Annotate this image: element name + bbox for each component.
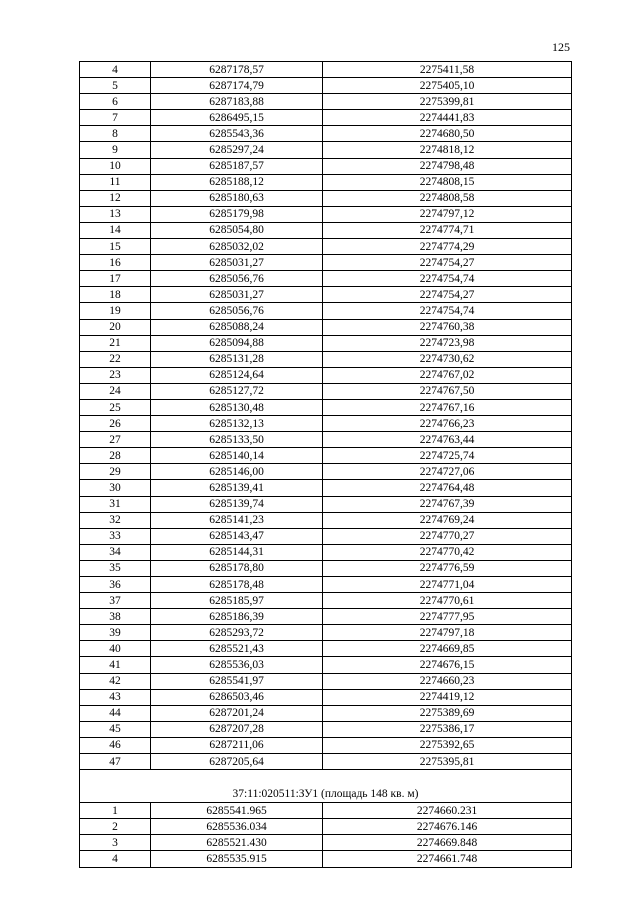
point-number-cell: 4 (80, 62, 151, 78)
y-coordinate-cell: 2274725,74 (323, 448, 572, 464)
x-coordinate-cell: 6285130,48 (151, 399, 323, 415)
x-coordinate-cell: 6285031,27 (151, 287, 323, 303)
x-coordinate-cell: 6285139,41 (151, 480, 323, 496)
point-number-cell: 3 (80, 835, 151, 851)
y-coordinate-cell: 2274764,48 (323, 480, 572, 496)
point-number-cell: 7 (80, 110, 151, 126)
x-coordinate-cell: 6285132,13 (151, 416, 323, 432)
table-row (80, 528, 572, 544)
y-coordinate-cell: 2274419,12 (323, 689, 572, 705)
x-coordinate-cell: 6285188,12 (151, 174, 323, 190)
table-row (80, 480, 572, 496)
table-row (80, 705, 572, 721)
point-number-cell: 43 (80, 689, 151, 705)
point-number-cell: 45 (80, 721, 151, 737)
y-coordinate-cell: 2275399,81 (323, 94, 572, 110)
x-coordinate-cell: 6285178,48 (151, 577, 323, 593)
y-coordinate-cell: 2274771,04 (323, 577, 572, 593)
point-number-cell: 8 (80, 126, 151, 142)
x-coordinate-cell: 6285543,36 (151, 126, 323, 142)
table-row (80, 737, 572, 753)
table-row (80, 689, 572, 705)
table-row (80, 819, 572, 835)
x-coordinate-cell: 6287178,57 (151, 62, 323, 78)
y-coordinate-cell: 2274669,85 (323, 641, 572, 657)
x-coordinate-cell: 6285140,14 (151, 448, 323, 464)
table-row (80, 383, 572, 399)
table-row (80, 94, 572, 110)
y-coordinate-cell: 2274769,24 (323, 512, 572, 528)
x-coordinate-cell: 6285054,80 (151, 222, 323, 238)
x-coordinate-cell: 6287174,79 (151, 78, 323, 94)
y-coordinate-cell: 2274661.748 (323, 851, 572, 867)
y-coordinate-cell: 2274676.146 (323, 819, 572, 835)
y-coordinate-cell: 2274767,16 (323, 399, 572, 415)
y-coordinate-cell: 2274723,98 (323, 335, 572, 351)
y-coordinate-cell: 2274774,29 (323, 239, 572, 255)
x-coordinate-cell: 6286503,46 (151, 689, 323, 705)
y-coordinate-cell: 2274680,50 (323, 126, 572, 142)
point-number-cell: 26 (80, 416, 151, 432)
y-coordinate-cell: 2274730,62 (323, 351, 572, 367)
x-coordinate-cell: 6285180,63 (151, 190, 323, 206)
point-number-cell: 39 (80, 625, 151, 641)
table-row (80, 319, 572, 335)
x-coordinate-cell: 6285521,43 (151, 641, 323, 657)
table-row (80, 577, 572, 593)
x-coordinate-cell: 6285187,57 (151, 158, 323, 174)
y-coordinate-cell: 2274770,42 (323, 544, 572, 560)
y-coordinate-cell: 2275405,10 (323, 78, 572, 94)
x-coordinate-cell: 6287201,24 (151, 705, 323, 721)
y-coordinate-cell: 2275386,17 (323, 721, 572, 737)
point-number-cell: 33 (80, 528, 151, 544)
table-row (80, 62, 572, 78)
y-coordinate-cell: 2274754,74 (323, 271, 572, 287)
x-coordinate-cell: 6285031,27 (151, 255, 323, 271)
x-coordinate-cell: 6286495,15 (151, 110, 323, 126)
point-number-cell: 35 (80, 560, 151, 576)
table-row (80, 593, 572, 609)
x-coordinate-cell: 6285088,24 (151, 319, 323, 335)
section-heading: 37:11:020511:ЗУ1 (площадь 148 кв. м) (80, 770, 572, 803)
y-coordinate-cell: 2274754,74 (323, 303, 572, 319)
point-number-cell: 5 (80, 78, 151, 94)
table-row (80, 158, 572, 174)
x-coordinate-cell: 6285541,97 (151, 673, 323, 689)
point-number-cell: 27 (80, 432, 151, 448)
point-number-cell: 10 (80, 158, 151, 174)
y-coordinate-cell: 2274770,61 (323, 593, 572, 609)
point-number-cell: 47 (80, 754, 151, 770)
x-coordinate-cell: 6285094,88 (151, 335, 323, 351)
y-coordinate-cell: 2274727,06 (323, 464, 572, 480)
point-number-cell: 24 (80, 383, 151, 399)
table-row (80, 110, 572, 126)
point-number-cell: 32 (80, 512, 151, 528)
table-row (80, 496, 572, 512)
table-row (80, 721, 572, 737)
coordinates-table-body (80, 62, 572, 868)
table-row (80, 255, 572, 271)
table-row (80, 351, 572, 367)
y-coordinate-cell: 2274797,18 (323, 625, 572, 641)
y-coordinate-cell: 2274669.848 (323, 835, 572, 851)
table-row (80, 754, 572, 770)
x-coordinate-cell: 6285133,50 (151, 432, 323, 448)
table-row (80, 222, 572, 238)
point-number-cell: 17 (80, 271, 151, 287)
table-row (80, 142, 572, 158)
point-number-cell: 37 (80, 593, 151, 609)
x-coordinate-cell: 6287211,06 (151, 737, 323, 753)
coordinates-table (79, 61, 572, 868)
y-coordinate-cell: 2274441,83 (323, 110, 572, 126)
y-coordinate-cell: 2274777,95 (323, 609, 572, 625)
y-coordinate-cell: 2274660.231 (323, 803, 572, 819)
table-row (80, 625, 572, 641)
table-row (80, 399, 572, 415)
point-number-cell: 30 (80, 480, 151, 496)
x-coordinate-cell: 6287205,64 (151, 754, 323, 770)
point-number-cell: 42 (80, 673, 151, 689)
table-row (80, 78, 572, 94)
point-number-cell: 6 (80, 94, 151, 110)
point-number-cell: 22 (80, 351, 151, 367)
table-row (80, 609, 572, 625)
y-coordinate-cell: 2274818,12 (323, 142, 572, 158)
x-coordinate-cell: 6285521.430 (151, 835, 323, 851)
point-number-cell: 23 (80, 367, 151, 383)
point-number-cell: 44 (80, 705, 151, 721)
x-coordinate-cell: 6285144,31 (151, 544, 323, 560)
x-coordinate-cell: 6285293,72 (151, 625, 323, 641)
y-coordinate-cell: 2274767,39 (323, 496, 572, 512)
point-number-cell: 31 (80, 496, 151, 512)
x-coordinate-cell: 6285541.965 (151, 803, 323, 819)
x-coordinate-cell: 6285139,74 (151, 496, 323, 512)
y-coordinate-cell: 2274797,12 (323, 206, 572, 222)
point-number-cell: 46 (80, 737, 151, 753)
table-row (80, 271, 572, 287)
point-number-cell: 28 (80, 448, 151, 464)
table-row (80, 432, 572, 448)
point-number-cell: 13 (80, 206, 151, 222)
table-row (80, 416, 572, 432)
point-number-cell: 14 (80, 222, 151, 238)
y-coordinate-cell: 2274767,50 (323, 383, 572, 399)
x-coordinate-cell: 6285146,00 (151, 464, 323, 480)
x-coordinate-cell: 6285056,76 (151, 303, 323, 319)
table-row (80, 239, 572, 255)
table-row (80, 512, 572, 528)
x-coordinate-cell: 6287207,28 (151, 721, 323, 737)
x-coordinate-cell: 6285143,47 (151, 528, 323, 544)
y-coordinate-cell: 2274770,27 (323, 528, 572, 544)
point-number-cell: 19 (80, 303, 151, 319)
point-number-cell: 9 (80, 142, 151, 158)
y-coordinate-cell: 2274808,15 (323, 174, 572, 190)
x-coordinate-cell: 6285124,64 (151, 367, 323, 383)
point-number-cell: 11 (80, 174, 151, 190)
y-coordinate-cell: 2275392,65 (323, 737, 572, 753)
y-coordinate-cell: 2274766,23 (323, 416, 572, 432)
y-coordinate-cell: 2274774,71 (323, 222, 572, 238)
y-coordinate-cell: 2274754,27 (323, 287, 572, 303)
table-row (80, 126, 572, 142)
table-row (80, 560, 572, 576)
x-coordinate-cell: 6285186,39 (151, 609, 323, 625)
x-coordinate-cell: 6285179,98 (151, 206, 323, 222)
x-coordinate-cell: 6285032,02 (151, 239, 323, 255)
point-number-cell: 16 (80, 255, 151, 271)
y-coordinate-cell: 2275389,69 (323, 705, 572, 721)
y-coordinate-cell: 2274776,59 (323, 560, 572, 576)
table-row (80, 641, 572, 657)
point-number-cell: 4 (80, 851, 151, 867)
x-coordinate-cell: 6285056,76 (151, 271, 323, 287)
section-heading-row (80, 770, 572, 803)
y-coordinate-cell: 2274763,44 (323, 432, 572, 448)
point-number-cell: 1 (80, 803, 151, 819)
x-coordinate-cell: 6285127,72 (151, 383, 323, 399)
point-number-cell: 20 (80, 319, 151, 335)
y-coordinate-cell: 2274798,48 (323, 158, 572, 174)
point-number-cell: 36 (80, 577, 151, 593)
x-coordinate-cell: 6285536.034 (151, 819, 323, 835)
point-number-cell: 12 (80, 190, 151, 206)
table-row (80, 367, 572, 383)
x-coordinate-cell: 6285297,24 (151, 142, 323, 158)
table-row (80, 174, 572, 190)
point-number-cell: 25 (80, 399, 151, 415)
table-row (80, 803, 572, 819)
table-row (80, 190, 572, 206)
table-row (80, 335, 572, 351)
table-row (80, 657, 572, 673)
point-number-cell: 41 (80, 657, 151, 673)
y-coordinate-cell: 2275411,58 (323, 62, 572, 78)
x-coordinate-cell: 6285131,28 (151, 351, 323, 367)
y-coordinate-cell: 2274754,27 (323, 255, 572, 271)
x-coordinate-cell: 6285536,03 (151, 657, 323, 673)
table-row (80, 287, 572, 303)
point-number-cell: 40 (80, 641, 151, 657)
y-coordinate-cell: 2274676,15 (323, 657, 572, 673)
point-number-cell: 34 (80, 544, 151, 560)
x-coordinate-cell: 6285535.915 (151, 851, 323, 867)
point-number-cell: 21 (80, 335, 151, 351)
point-number-cell: 15 (80, 239, 151, 255)
point-number-cell: 38 (80, 609, 151, 625)
y-coordinate-cell: 2274808,58 (323, 190, 572, 206)
x-coordinate-cell: 6287183,88 (151, 94, 323, 110)
table-row (80, 206, 572, 222)
y-coordinate-cell: 2274767,02 (323, 367, 572, 383)
table-row (80, 835, 572, 851)
point-number-cell: 2 (80, 819, 151, 835)
table-row (80, 448, 572, 464)
table-row (80, 544, 572, 560)
y-coordinate-cell: 2274660,23 (323, 673, 572, 689)
table-row (80, 851, 572, 867)
y-coordinate-cell: 2274760,38 (323, 319, 572, 335)
table-row (80, 303, 572, 319)
table-row (80, 673, 572, 689)
x-coordinate-cell: 6285178,80 (151, 560, 323, 576)
point-number-cell: 29 (80, 464, 151, 480)
x-coordinate-cell: 6285185,97 (151, 593, 323, 609)
point-number-cell: 18 (80, 287, 151, 303)
page-number: 125 (552, 40, 570, 54)
y-coordinate-cell: 2275395,81 (323, 754, 572, 770)
x-coordinate-cell: 6285141,23 (151, 512, 323, 528)
table-row (80, 464, 572, 480)
